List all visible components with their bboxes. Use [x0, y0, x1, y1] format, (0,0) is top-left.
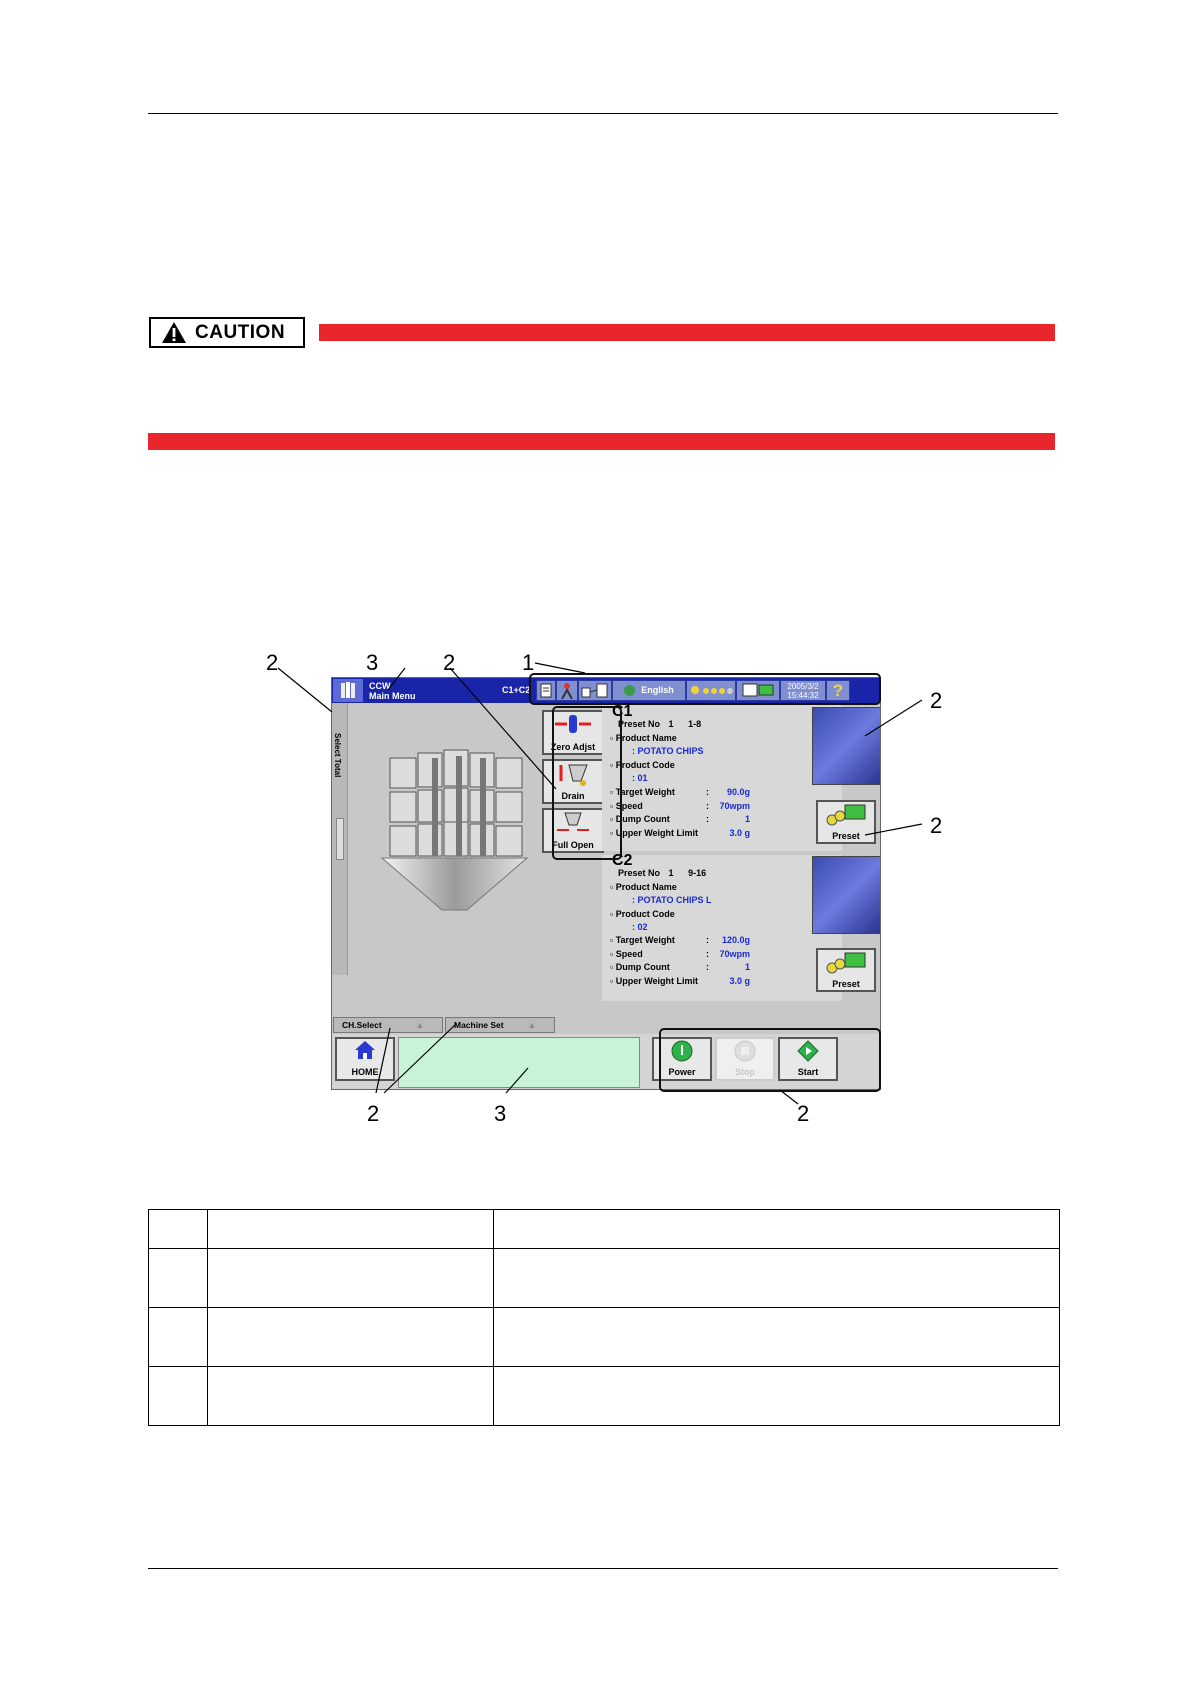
table-row: [149, 1210, 1060, 1249]
help-icon: ?: [832, 681, 844, 700]
ch-select-arrow-icon: ▲: [415, 1020, 424, 1030]
c2-product-code: : 02: [632, 922, 648, 932]
table-cell: [149, 1308, 208, 1367]
c1-target-weight: 90.0g: [726, 787, 750, 797]
callout-number-2: 2: [266, 650, 279, 675]
table-cell: [494, 1210, 1060, 1249]
table-cell: [494, 1367, 1060, 1426]
callout-number-3: 3: [366, 650, 379, 675]
stop-label: Stop: [735, 1067, 755, 1077]
channel-c2-heading: C2: [612, 852, 633, 869]
table-row: [149, 1367, 1060, 1426]
c1-dump-count-label: Dump Count: [615, 814, 670, 824]
c1-product-code: : 01: [632, 773, 648, 783]
c2-preset-no: 1: [668, 868, 674, 878]
c1-settings-block: ▫ Target Weight : 90.0g ▫ Speed : 70wpm ▫ Dump Count : 1 ▫ Upper Weight Limit 3.0 g: [610, 786, 778, 840]
table-cell: [149, 1367, 208, 1426]
machine-set-label: Machine Set: [454, 1020, 504, 1030]
c2-info-block: Preset No 1 9-16 ▫ Product Name : POTATO CHIPS L ▫ Product Code : 02: [610, 867, 712, 935]
c2-preset-range: 9-16: [688, 868, 707, 878]
c2-target-weight: 120.0g: [721, 935, 750, 945]
c1-sep-1: :: [706, 787, 709, 797]
c2-preset-no-label: Preset No: [618, 868, 661, 878]
table-row: [149, 1308, 1060, 1367]
callout-number-2: 2: [443, 650, 456, 675]
start-label: Start: [797, 1067, 819, 1077]
c2-target-weight-label: Target Weight: [615, 935, 675, 945]
home-label: HOME: [351, 1067, 379, 1077]
time-label: 15:44:32: [787, 691, 819, 700]
table-cell: [208, 1308, 494, 1367]
c2-sep-2: :: [706, 948, 709, 959]
caution-text: CAUTION: [195, 321, 286, 343]
callout-number-1: 1: [522, 650, 535, 675]
table-row: [149, 1249, 1060, 1308]
screen-title-mode: CCW: [369, 681, 391, 691]
full-open-label: Full Open: [552, 840, 594, 850]
c2-sep-3: :: [706, 962, 709, 972]
combination-label: C1+C2: [502, 685, 531, 695]
c1-dump-count: 1: [744, 814, 750, 824]
screen-title: Main Menu: [369, 691, 416, 701]
c1-target-weight-label: Target Weight: [615, 787, 675, 797]
c1-preset-range: 1-8: [688, 719, 702, 729]
table-cell: [208, 1367, 494, 1426]
c2-settings-block: ▫ Target Weight : 120.0g ▫ Speed : 70wpm ▫ Dump Count : 1 ▫ Upper Weight Limit 3.0 g: [610, 934, 778, 988]
table-cell: [494, 1308, 1060, 1367]
c2-dump-count: 1: [744, 962, 750, 972]
c1-preset-no-label: Preset No: [618, 719, 661, 729]
c1-speed: 70wpm: [719, 800, 750, 811]
c2-sep-1: :: [706, 935, 709, 945]
power-label: Power: [668, 1067, 696, 1077]
c2-speed: 70wpm: [719, 948, 750, 959]
ch-select-label: CH.Select: [342, 1020, 382, 1030]
table-cell: [208, 1249, 494, 1308]
channel-c1-heading: C1: [612, 703, 633, 720]
c1-sep-3: :: [706, 814, 709, 824]
zero-adjust-label: Zero Adjst: [550, 742, 596, 752]
c2-product-name-label: Product Name: [615, 881, 677, 892]
c1-product-name: : POTATO CHIPS: [632, 746, 704, 756]
callout-number-2: 2: [797, 1101, 810, 1126]
callout-number-2: 2: [930, 688, 943, 713]
c2-product-name: : POTATO CHIPS L: [632, 895, 712, 905]
footer-rule: [148, 1568, 1058, 1569]
table-cell: [494, 1249, 1060, 1308]
c1-sep-2: :: [706, 800, 709, 811]
select-total-label: Select Total: [333, 733, 342, 778]
table-cell: [149, 1249, 208, 1308]
c1-preset-label: Preset: [832, 831, 860, 841]
date-label: 2005/3/2: [787, 682, 819, 691]
callout-number-2: 2: [367, 1101, 380, 1126]
c2-upper-limit: 3.0 g: [729, 975, 750, 986]
language-label: English: [641, 685, 674, 695]
c1-preset-no: 1: [668, 719, 674, 729]
c2-product-code-label: Product Code: [615, 908, 675, 919]
c1-upper-limit-label: Upper Weight Limit: [615, 827, 699, 838]
machine-set-arrow-icon: ▲: [527, 1020, 536, 1030]
c2-speed-label: Speed: [615, 948, 643, 959]
c1-info-block: Preset No 1 1-8 ▫ Product Name : POTATO CHIPS ▫ Product Code : 01: [610, 718, 704, 786]
c1-upper-limit: 3.0 g: [729, 827, 750, 838]
table-cell: [208, 1210, 494, 1249]
table-cell: [149, 1210, 208, 1249]
c2-preset-label: Preset: [832, 979, 860, 989]
callout-number-3: 3: [494, 1101, 507, 1126]
drain-label: Drain: [561, 791, 585, 801]
c2-upper-limit-label: Upper Weight Limit: [615, 975, 699, 986]
c1-product-name-label: Product Name: [615, 732, 677, 743]
c1-speed-label: Speed: [615, 800, 643, 811]
legend-table: [148, 1209, 1060, 1426]
c2-dump-count-label: Dump Count: [615, 962, 670, 972]
callout-number-2: 2: [930, 813, 943, 838]
c1-product-code-label: Product Code: [615, 759, 675, 770]
